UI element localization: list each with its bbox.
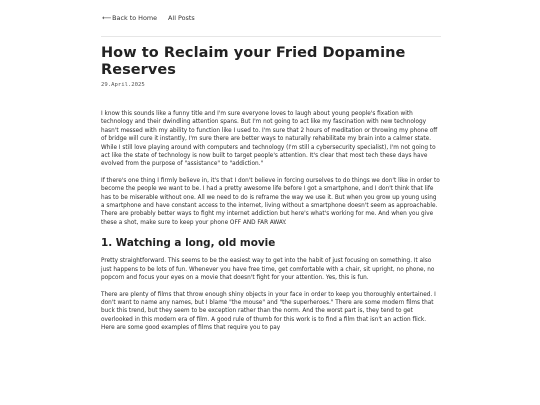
- back-to-home-link[interactable]: [102, 14, 157, 22]
- intro-paragraph-2: If there's one thing I firmly believe in, it's that I don't believe in forcing ourselves to do things we don't like in order to become the people we want to be. I had a pretty awesome life before I got a smartphone, and I don't think that life has to be miserable without one. All we need to do is reframe the way we use it. But when you grow up young using a smartphone and have constant access to the internet, living without a smartphone doesn't seem as approachable. There are probably better ways to fight my internet addiction but here's what's working for me. And when you give these a shot, make sure to keep your phone OFF AND FAR AWAY.: [101, 177, 440, 226]
- back-arrow-icon: ⟵: [102, 14, 112, 22]
- article-container: [101, 0, 441, 341]
- back-to-home-label: Back to Home: [112, 14, 158, 22]
- post-body: [101, 110, 441, 333]
- all-posts-link[interactable]: All Posts: [168, 14, 195, 22]
- section-heading-1: 1. Watching a long, old movie: [101, 237, 276, 250]
- intro-paragraph-1: I know this sounds like a funny title and I'm sure everyone loves to laugh about young people's fixation with technology and their dwindling attention spans. But I'm not going to act like my fascination with new technology hasn't messed with my ability to function like I used to. I'm sure that 2 hours of meditation or throwing my phone off of bridge will cure it instantly, I'm sure there are better ways to naturally rehabilitate my brain into a calmer state. While I still love playing around with computers and technology (I'm still a cybersecurity specialist), I'm not going to act like the state of technology is now built to target people's attention. It's clear that most tech these days have evolved from the purpose of "assistance" to "addiction.": [101, 111, 438, 168]
- section-1-paragraph-1: Pretty straightforward. This seems to be the easiest way to get into the habit of just focusing on something. It also just happens to be lots of fun. Whenever you have free time, get comfortable with a chair, sit upright, no phone, no popcorn and focus your eyes on a movie that doesn't fight for your attention. Yes, this is fun.: [101, 258, 435, 282]
- post-title: How to Reclaim your Fried Dopamine Reserves: [101, 45, 406, 78]
- top-nav: [101, 0, 441, 37]
- post-date: 29.April.2025: [101, 82, 145, 88]
- section-1-paragraph-2: There are plenty of films that throw enough shiny objects in your face in order to keep you thoroughly entertained. I don't want to name any names, but I blame "the mouse" and "the superheroes." There are some modern films that buck this trend, but they seem to be exception rather than the norm. And the worst part is, they tend to get overlooked in this modern era of film. A good rule of thumb for this work is to find a film that isn't an action flick. Here are some good examples of films that require you to pay: [101, 291, 436, 332]
